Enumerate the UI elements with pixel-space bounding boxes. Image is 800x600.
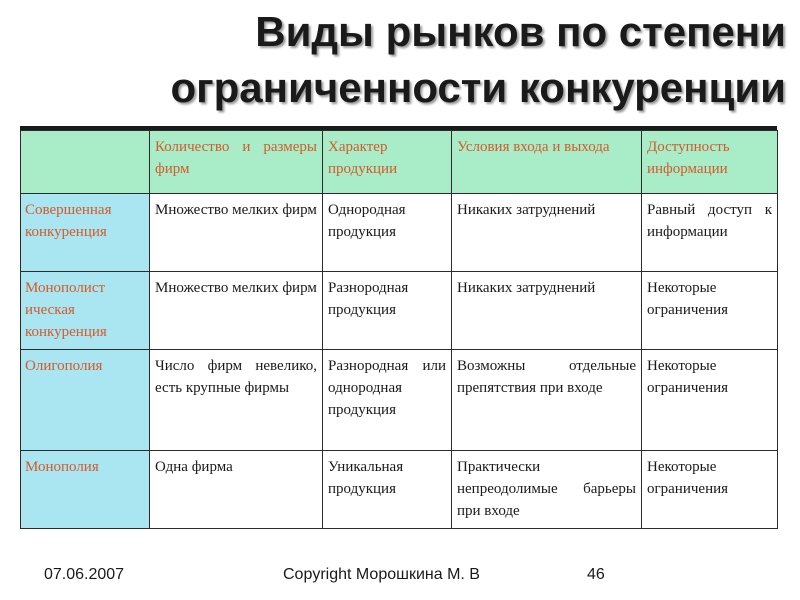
- row-header-oligopoly: Олигополия: [21, 350, 150, 451]
- table-cell: Множество мелких фирм: [150, 272, 323, 350]
- footer-copyright: Copyright Морошкина М. В: [283, 566, 480, 583]
- column-header-firms: Количество и размеры фирм: [150, 131, 323, 194]
- table-cell: Никаких затруднений: [452, 272, 642, 350]
- table-row: [21, 272, 778, 350]
- market-types-table: [20, 130, 778, 529]
- slide-title-line-1: Виды рынков по степени: [255, 8, 786, 55]
- table-cell: Никаких затруднений: [452, 194, 642, 272]
- row-header-monopolistic-competition: Монополист ическая конкуренция: [21, 272, 150, 350]
- table-cell: Равный доступ к информации: [642, 194, 778, 272]
- table-row: [21, 194, 778, 272]
- table-row: [21, 350, 778, 451]
- footer-date: 07.06.2007: [44, 566, 125, 583]
- table-cell: Уникальная продукция: [323, 451, 452, 529]
- table-cell: Некоторые ограничения: [642, 272, 778, 350]
- column-header-information: Доступность информации: [642, 131, 778, 194]
- table-header-corner: [21, 131, 150, 194]
- row-header-perfect-competition: Совершенная конкуренция: [21, 194, 150, 272]
- row-header-monopoly: Монополия: [21, 451, 150, 529]
- column-header-entry: Условия входа и выхода: [452, 131, 642, 194]
- slide-title: [170, 4, 786, 116]
- table-cell: Множество мелких фирм: [150, 194, 323, 272]
- table-cell: Однородная продукция: [323, 194, 452, 272]
- table-cell: Практически непреодолимые барьеры при входе: [452, 451, 642, 529]
- footer-page-number: 46: [587, 566, 605, 583]
- table-cell: Возможны отдельные препятствия при входе: [452, 350, 642, 451]
- column-header-product: Характер продукции: [323, 131, 452, 194]
- table-cell: Разнородная продукция: [323, 272, 452, 350]
- table-cell: Некоторые ограничения: [642, 350, 778, 451]
- table-cell: Число фирм невелико, есть крупные фирмы: [150, 350, 323, 451]
- table-cell: Разнородная или однородная продукция: [323, 350, 452, 451]
- table-row: [21, 451, 778, 529]
- slide-title-line-2: ограниченности конкуренции: [170, 64, 786, 111]
- table-cell: Одна фирма: [150, 451, 323, 529]
- table-cell: Некоторые ограничения: [642, 451, 778, 529]
- table-header-row: [21, 131, 778, 194]
